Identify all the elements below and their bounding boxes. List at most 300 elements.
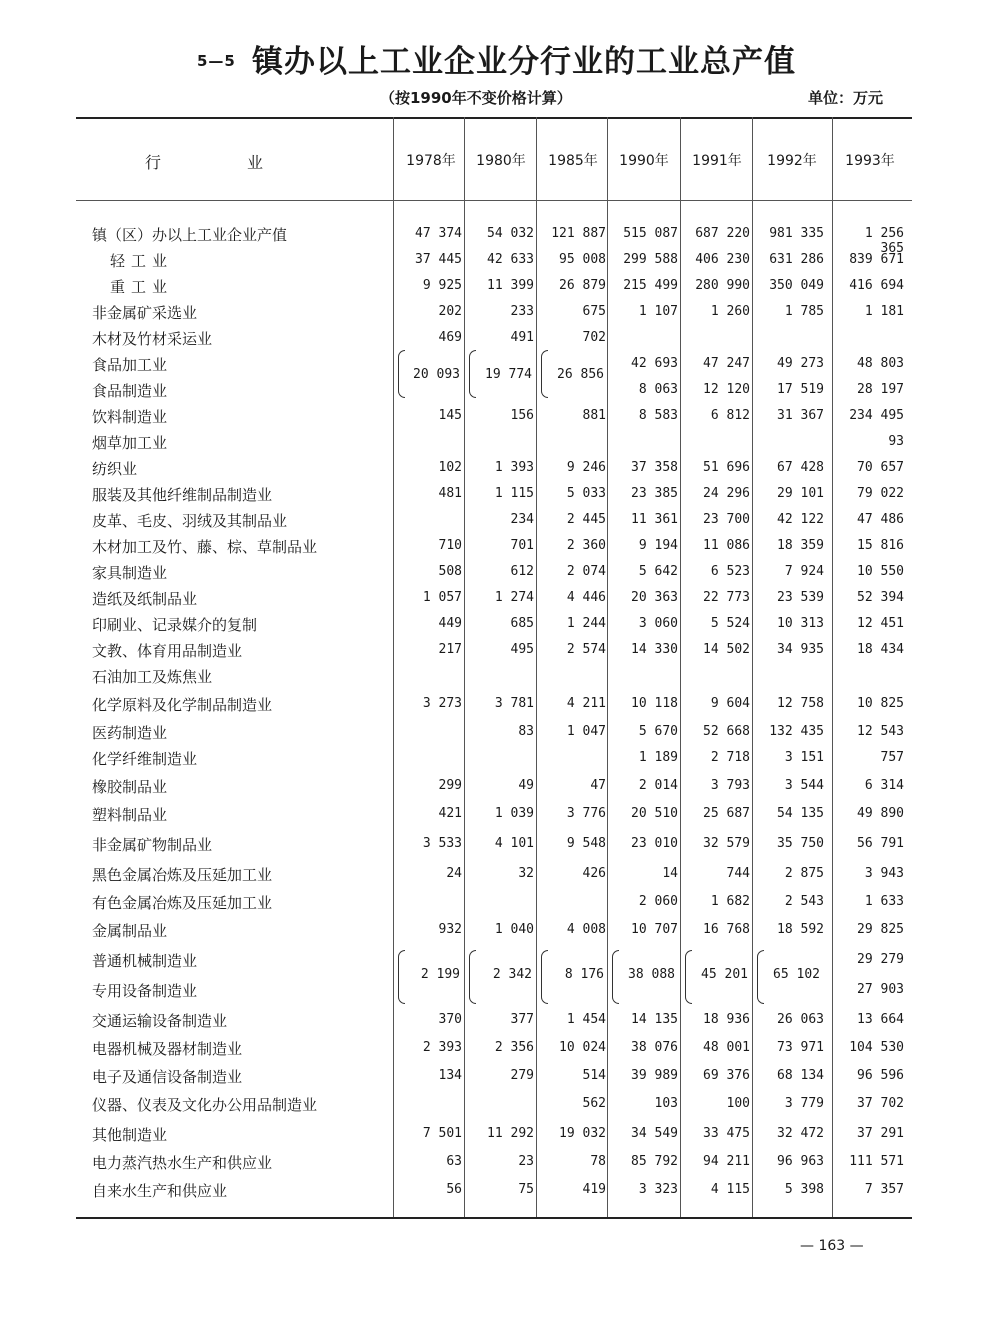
table-cell: 4 211: [566, 696, 606, 711]
table-cell: 39 989: [631, 1068, 678, 1083]
table-cell: 481: [438, 486, 462, 501]
table-cell: 3 323: [638, 1182, 678, 1197]
table-cell: 14 135: [631, 1012, 678, 1027]
table-cell: 31 367: [777, 408, 824, 423]
table-row: [0, 510, 1000, 534]
table-cell: 5 398: [784, 1182, 824, 1197]
table-cell: 37 445: [415, 252, 462, 267]
table-cell: 156: [510, 408, 534, 423]
table-cell: 32: [518, 866, 534, 881]
table-cell: 4 446: [566, 590, 606, 605]
top-rule: [76, 117, 912, 119]
table-cell: 416 694: [849, 278, 904, 293]
table-row: [0, 562, 1000, 586]
row-label: 重工业: [110, 278, 174, 296]
table-cell: 103: [654, 1096, 678, 1111]
table-row: [0, 640, 1000, 664]
table-cell: 12 120: [703, 382, 750, 397]
table-cell: 11 086: [703, 538, 750, 553]
table-cell: 27 903: [857, 982, 904, 997]
table-cell: 7 924: [784, 564, 824, 579]
table-cell: 94 211: [703, 1154, 750, 1169]
subtitle: （按1990年不变价格计算）: [380, 89, 572, 107]
year-header: 1985年: [548, 153, 598, 169]
table-cell: 25 687: [703, 806, 750, 821]
row-label: 造纸及纸制品业: [92, 590, 198, 608]
table-cell: 8 583: [638, 408, 678, 423]
table-cell: 73 971: [777, 1040, 824, 1055]
table-cell: 1 057: [422, 590, 462, 605]
table-cell: 710: [438, 538, 462, 553]
table-cell: 24: [446, 866, 462, 881]
table-cell: 145: [438, 408, 462, 423]
table-cell: 18 936: [703, 1012, 750, 1027]
row-label: 黑色金属冶炼及压延加工业: [92, 866, 273, 884]
table-cell: 8 063: [638, 382, 678, 397]
table-cell: 95 008: [559, 252, 606, 267]
table-cell: 1 244: [566, 616, 606, 631]
table-cell: 2 360: [566, 538, 606, 553]
table-cell: 14: [662, 866, 678, 881]
table-cell: 631 286: [769, 252, 824, 267]
table-cell: 10 550: [857, 564, 904, 579]
table-cell: 7 501: [422, 1126, 462, 1141]
table-cell: 56 791: [857, 836, 904, 851]
table-cell: 234: [510, 512, 534, 527]
row-label: 电力蒸汽热水生产和供应业: [92, 1154, 273, 1172]
table-cell: 687 220: [695, 226, 750, 241]
table-cell: 38 076: [631, 1040, 678, 1055]
table-cell: 2 718: [710, 750, 750, 765]
table-cell: 121 887: [551, 226, 606, 241]
row-label: 镇（区）办以上工业企业产值: [92, 226, 288, 244]
table-cell: 1 107: [638, 304, 678, 319]
table-cell: 1 785: [784, 304, 824, 319]
row-label: 食品加工业: [92, 356, 168, 374]
table-cell: 47 374: [415, 226, 462, 241]
table-cell: 612: [510, 564, 534, 579]
table-row: [0, 484, 1000, 508]
page-title: 镇办以上工业企业分行业的工业总产值: [252, 44, 796, 80]
table-cell: 3 793: [710, 778, 750, 793]
table-cell: 37 702: [857, 1096, 904, 1111]
table-cell: 6 523: [710, 564, 750, 579]
table-cell: 299: [438, 778, 462, 793]
table-cell: 5 670: [638, 724, 678, 739]
table-cell: 96 963: [777, 1154, 824, 1169]
table-row: [0, 224, 1000, 256]
table-cell: 47: [590, 778, 606, 793]
table-row: [0, 1010, 1000, 1034]
table-cell: 2 574: [566, 642, 606, 657]
table-row: [0, 614, 1000, 638]
row-label: 化学纤维制造业: [92, 750, 198, 768]
table-cell: 1 189: [638, 750, 678, 765]
table-cell: 67 428: [777, 460, 824, 475]
table-cell: 1 393: [494, 460, 534, 475]
row-label: 纺织业: [92, 460, 138, 478]
merged-value: 65 102: [773, 967, 820, 982]
table-cell: 6 314: [864, 778, 904, 793]
table-cell: 11 399: [487, 278, 534, 293]
table-cell: 23 539: [777, 590, 824, 605]
table-cell: 2 356: [494, 1040, 534, 1055]
table-row: [0, 1124, 1000, 1148]
table-cell: 2 074: [566, 564, 606, 579]
table-cell: 3 781: [494, 696, 534, 711]
table-cell: 10 313: [777, 616, 824, 631]
table-cell: 104 530: [849, 1040, 904, 1055]
year-header: 1993年: [845, 153, 895, 169]
table-cell: 370: [438, 1012, 462, 1027]
table-cell: 1 633: [864, 894, 904, 909]
table-cell: 217: [438, 642, 462, 657]
industry-header: 行 业: [145, 153, 265, 172]
table-row: [0, 536, 1000, 560]
table-cell: 9 246: [566, 460, 606, 475]
bottom-rule: [76, 1217, 912, 1219]
table-cell: 5 642: [638, 564, 678, 579]
table-row: [0, 1094, 1000, 1118]
row-label: 皮革、毛皮、羽绒及其制品业: [92, 512, 288, 530]
table-row: [0, 748, 1000, 772]
table-cell: 9 604: [710, 696, 750, 711]
row-label: 服装及其他纤维制品制造业: [92, 486, 273, 504]
table-cell: 14 502: [703, 642, 750, 657]
table-cell: 981 335: [769, 226, 824, 241]
table-row: [0, 588, 1000, 612]
table-row: [0, 302, 1000, 326]
table-cell: 18 434: [857, 642, 904, 657]
table-cell: 56: [446, 1182, 462, 1197]
row-label: 家具制造业: [92, 564, 168, 582]
year-header: 1990年: [619, 153, 669, 169]
table-cell: 78: [590, 1154, 606, 1169]
table-row: [0, 804, 1000, 828]
table-cell: 42 122: [777, 512, 824, 527]
table-cell: 37 358: [631, 460, 678, 475]
table-cell: 562: [582, 1096, 606, 1111]
table-cell: 2 543: [784, 894, 824, 909]
table-cell: 491: [510, 330, 534, 345]
table-cell: 932: [438, 922, 462, 937]
table-row: [0, 276, 1000, 300]
table-row: [0, 1180, 1000, 1204]
table-cell: 5 524: [710, 616, 750, 631]
row-label: 橡胶制品业: [92, 778, 168, 796]
table-row: [0, 980, 1000, 1004]
table-row: [0, 834, 1000, 858]
table-cell: 701: [510, 538, 534, 553]
table-cell: 2 060: [638, 894, 678, 909]
title-block: [0, 30, 1000, 90]
table-cell: 1 039: [494, 806, 534, 821]
table-cell: 675: [582, 304, 606, 319]
table-cell: 70 657: [857, 460, 904, 475]
table-cell: 26 063: [777, 1012, 824, 1027]
table-cell: 47 247: [703, 356, 750, 371]
table-cell: 10 707: [631, 922, 678, 937]
merged-value: 2 199: [420, 967, 460, 982]
table-cell: 4 101: [494, 836, 534, 851]
table-cell: 3 533: [422, 836, 462, 851]
table-cell: 3 151: [784, 750, 824, 765]
table-cell: 377: [510, 1012, 534, 1027]
table-row: [0, 1066, 1000, 1090]
table-cell: 20 510: [631, 806, 678, 821]
row-label: 交通运输设备制造业: [92, 1012, 228, 1030]
table-row: [0, 694, 1000, 718]
table-cell: 3 779: [784, 1096, 824, 1111]
table-row: [0, 1152, 1000, 1176]
table-cell: 29 101: [777, 486, 824, 501]
table-row: [0, 328, 1000, 352]
table-cell: 1 040: [494, 922, 534, 937]
table-cell: 49 273: [777, 356, 824, 371]
table-cell: 52 668: [703, 724, 750, 739]
table-cell: 6 812: [710, 408, 750, 423]
table-cell: 16 768: [703, 922, 750, 937]
table-row: [0, 458, 1000, 482]
row-label: 其他制造业: [92, 1126, 168, 1144]
table-row: [0, 920, 1000, 944]
merged-value: 2 342: [492, 967, 532, 982]
table-cell: 233: [510, 304, 534, 319]
table-cell: 2 445: [566, 512, 606, 527]
year-header: 1991年: [692, 153, 742, 169]
table-cell: 495: [510, 642, 534, 657]
table-cell: 23 700: [703, 512, 750, 527]
table-cell: 426: [582, 866, 606, 881]
table-cell: 33 475: [703, 1126, 750, 1141]
table-cell: 85 792: [631, 1154, 678, 1169]
row-label: 木材及竹材采运业: [92, 330, 213, 348]
table-cell: 3 943: [864, 866, 904, 881]
table-cell: 35 750: [777, 836, 824, 851]
table-cell: 2 875: [784, 866, 824, 881]
table-cell: 34 935: [777, 642, 824, 657]
table-cell: 11 361: [631, 512, 678, 527]
table-cell: 132 435: [769, 724, 824, 739]
table-cell: 279: [510, 1068, 534, 1083]
table-row: [0, 380, 1000, 404]
table-cell: 28 197: [857, 382, 904, 397]
table-cell: 102: [438, 460, 462, 475]
row-label: 金属制品业: [92, 922, 168, 940]
header-rule: [76, 200, 912, 201]
table-cell: 10 024: [559, 1040, 606, 1055]
table-cell: 68 134: [777, 1068, 824, 1083]
table-cell: 1 454: [566, 1012, 606, 1027]
merged-value: 8 176: [564, 967, 604, 982]
table-row: [0, 666, 1000, 690]
table-cell: 4 008: [566, 922, 606, 937]
table-cell: 215 499: [623, 278, 678, 293]
table-number: 5—5: [197, 52, 236, 70]
table-cell: 54 135: [777, 806, 824, 821]
table-cell: 3 776: [566, 806, 606, 821]
table-cell: 29 825: [857, 922, 904, 937]
table-cell: 100: [726, 1096, 750, 1111]
table-row: [0, 406, 1000, 430]
table-cell: 12 758: [777, 696, 824, 711]
merged-value: 20 093: [413, 367, 460, 382]
table-cell: 14 330: [631, 642, 678, 657]
table-cell: 26 879: [559, 278, 606, 293]
table-cell: 1 260: [710, 304, 750, 319]
table-cell: 350 049: [769, 278, 824, 293]
row-label: 普通机械制造业: [92, 952, 198, 970]
table-cell: 54 032: [487, 226, 534, 241]
table-cell: 515 087: [623, 226, 678, 241]
row-label: 轻工业: [110, 252, 174, 270]
year-header: 1992年: [767, 153, 817, 169]
table-cell: 881: [582, 408, 606, 423]
table-cell: 11 292: [487, 1126, 534, 1141]
table-cell: 1 256 365: [864, 226, 904, 256]
table-cell: 7 357: [864, 1182, 904, 1197]
table-cell: 1 047: [566, 724, 606, 739]
table-cell: 93: [888, 434, 904, 449]
row-label: 塑料制品业: [92, 806, 168, 824]
row-label: 有色金属冶炼及压延加工业: [92, 894, 273, 912]
merged-value: 19 774: [485, 367, 532, 382]
table-cell: 111 571: [849, 1154, 904, 1169]
unit-label: 单位：万元: [808, 89, 884, 107]
row-label: 饮料制造业: [92, 408, 168, 426]
table-cell: 9 925: [422, 278, 462, 293]
table-cell: 421: [438, 806, 462, 821]
table-cell: 19 032: [559, 1126, 606, 1141]
merged-value: 45 201: [701, 967, 748, 982]
table-cell: 4 115: [710, 1182, 750, 1197]
table-cell: 469: [438, 330, 462, 345]
row-label: 电子及通信设备制造业: [92, 1068, 243, 1086]
table-cell: 757: [880, 750, 904, 765]
table-cell: 406 230: [695, 252, 750, 267]
table-cell: 32 472: [777, 1126, 824, 1141]
table-cell: 134: [438, 1068, 462, 1083]
table-cell: 23 010: [631, 836, 678, 851]
table-cell: 18 359: [777, 538, 824, 553]
table-row: [0, 722, 1000, 746]
table-cell: 1 181: [864, 304, 904, 319]
table-row: [0, 892, 1000, 916]
table-cell: 12 451: [857, 616, 904, 631]
table-cell: 42 693: [631, 356, 678, 371]
table-cell: 10 118: [631, 696, 678, 711]
table-cell: 2 393: [422, 1040, 462, 1055]
table-cell: 839 671: [849, 252, 904, 267]
table-row: [0, 432, 1000, 456]
table-cell: 34 549: [631, 1126, 678, 1141]
table-cell: 10 825: [857, 696, 904, 711]
table-cell: 1 682: [710, 894, 750, 909]
table-cell: 685: [510, 616, 534, 631]
table-cell: 32 579: [703, 836, 750, 851]
table-cell: 37 291: [857, 1126, 904, 1141]
table-cell: 234 495: [849, 408, 904, 423]
table-cell: 15 816: [857, 538, 904, 553]
table-cell: 69 376: [703, 1068, 750, 1083]
table-cell: 3 273: [422, 696, 462, 711]
table-cell: 48 001: [703, 1040, 750, 1055]
table-row: [0, 1038, 1000, 1062]
table-cell: 23: [518, 1154, 534, 1169]
table-cell: 63: [446, 1154, 462, 1169]
merged-value: 26 856: [557, 367, 604, 382]
table-cell: 280 990: [695, 278, 750, 293]
merged-value: 38 088: [628, 967, 675, 982]
year-header: 1978年: [406, 153, 456, 169]
table-cell: 42 633: [487, 252, 534, 267]
row-label: 印刷业、记录媒介的复制: [92, 616, 258, 634]
table-row: [0, 776, 1000, 800]
table-cell: 22 773: [703, 590, 750, 605]
table-cell: 514: [582, 1068, 606, 1083]
table-cell: 18 592: [777, 922, 824, 937]
table-cell: 75: [518, 1182, 534, 1197]
row-label: 仪器、仪表及文化办公用品制造业: [92, 1096, 318, 1114]
table-cell: 13 664: [857, 1012, 904, 1027]
table-cell: 1 274: [494, 590, 534, 605]
table-cell: 48 803: [857, 356, 904, 371]
row-label: 食品制造业: [92, 382, 168, 400]
table-cell: 9 548: [566, 836, 606, 851]
table-cell: 744: [726, 866, 750, 881]
table-row: [0, 864, 1000, 888]
table-cell: 24 296: [703, 486, 750, 501]
row-label: 石油加工及炼焦业: [92, 668, 213, 686]
table-cell: 702: [582, 330, 606, 345]
table-row: [0, 250, 1000, 274]
table-cell: 52 394: [857, 590, 904, 605]
table-cell: 12 543: [857, 724, 904, 739]
table-cell: 49 890: [857, 806, 904, 821]
table-cell: 508: [438, 564, 462, 579]
table-cell: 51 696: [703, 460, 750, 475]
row-label: 医药制造业: [92, 724, 168, 742]
table-cell: 47 486: [857, 512, 904, 527]
table-cell: 3 544: [784, 778, 824, 793]
row-label: 木材加工及竹、藤、棕、草制品业: [92, 538, 318, 556]
table-cell: 20 363: [631, 590, 678, 605]
table-cell: 202: [438, 304, 462, 319]
table-cell: 29 279: [857, 952, 904, 967]
table-cell: 9 194: [638, 538, 678, 553]
row-label: 化学原料及化学制品制造业: [92, 696, 273, 714]
table-cell: 1 115: [494, 486, 534, 501]
table-cell: 5 033: [566, 486, 606, 501]
table-cell: 17 519: [777, 382, 824, 397]
page-number: — 163 —: [800, 1238, 864, 1254]
row-label: 自来水生产和供应业: [92, 1182, 228, 1200]
table-cell: 83: [518, 724, 534, 739]
row-label: 非金属矿采选业: [92, 304, 198, 322]
table-cell: 49: [518, 778, 534, 793]
table-cell: 419: [582, 1182, 606, 1197]
row-label: 非金属矿物制品业: [92, 836, 213, 854]
table-cell: 2 014: [638, 778, 678, 793]
year-header: 1980年: [476, 153, 526, 169]
table-cell: 79 022: [857, 486, 904, 501]
table-cell: 3 060: [638, 616, 678, 631]
row-label: 烟草加工业: [92, 434, 168, 452]
table-cell: 449: [438, 616, 462, 631]
table-cell: 96 596: [857, 1068, 904, 1083]
row-label: 专用设备制造业: [92, 982, 198, 1000]
row-label: 文教、体育用品制造业: [92, 642, 243, 660]
